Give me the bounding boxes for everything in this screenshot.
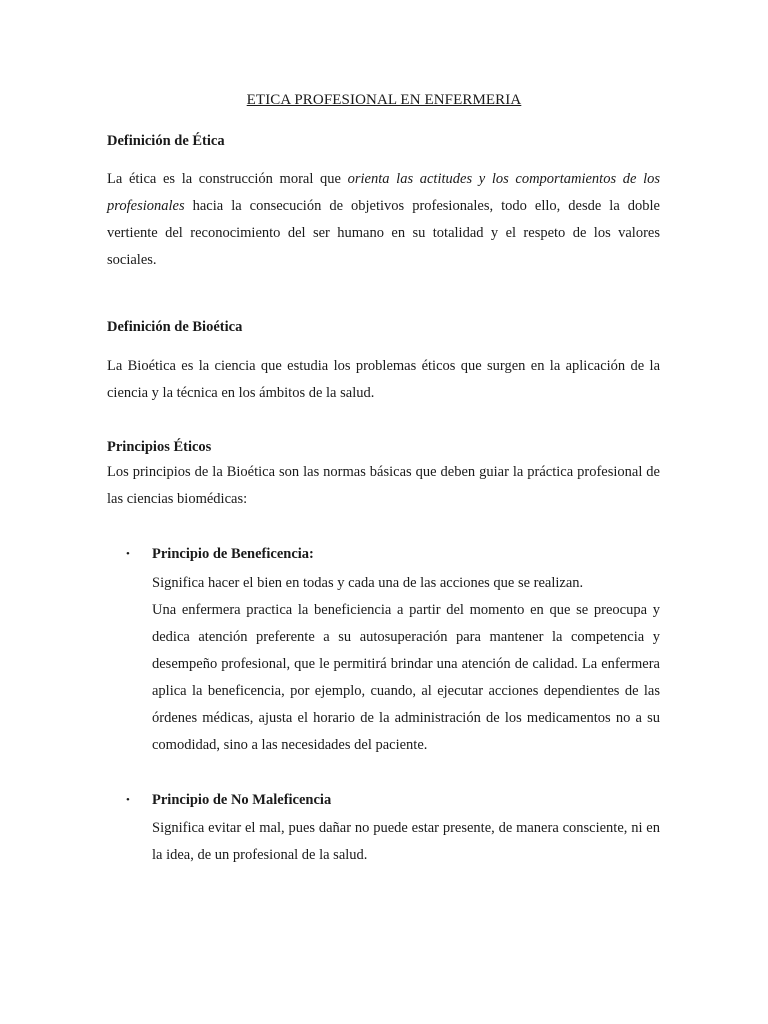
principle-beneficencia-paragraph: Una enfermera practica la beneficiencia a partir del momento en que se preocupa y dedica atención preferente a su autosuperación para mantener la competencia y desempeño profesional, que le permitirá brindar una atención de calidad. La enfermera aplica la beneficencia, por ejemplo, cuando, al ejecutar acciones dependientes de las órdenes médicas, ajusta el horario de la administración de los medicamentos no a su comodidad, sino a las necesidades del paciente. bbox=[152, 602, 660, 753]
section-paragraph-etica bbox=[107, 166, 660, 274]
etica-text-start: La ética es la construcción moral que bbox=[107, 171, 348, 187]
etica-text-end: hacia la consecución de objetivos profesionales, todo ello, desde la doble vertiente del reconocimiento del ser humano en su totalidad y el respeto de los valores sociales. bbox=[107, 198, 660, 268]
principle-heading-no-maleficencia: Principio de No Maleficencia bbox=[152, 792, 332, 808]
section-heading-principios: Principios Éticos bbox=[107, 439, 212, 455]
section-paragraph-bioetica: La Bioética es la ciencia que estudia los problemas éticos que surgen en la aplicación de la ciencia y la técnica en los ámbitos de la salud. bbox=[107, 358, 660, 401]
etica-text-emphasis: orienta las actitudes y los comportamientos de los profesionales bbox=[107, 171, 661, 214]
document-title: ETICA PROFESIONAL EN ENFERMERIA bbox=[246, 92, 522, 108]
section-paragraph-principios: Los principios de la Bioética son las normas básicas que deben guiar la práctica profesional de las ciencias biomédicas: bbox=[107, 464, 660, 507]
principle-no-maleficencia-paragraph: Significa evitar el mal, pues dañar no puede estar presente, de manera consciente, ni en la idea, de un profesional de la salud. bbox=[152, 820, 660, 863]
bullet-beneficencia: • bbox=[126, 548, 130, 560]
bullet-no-maleficencia: • bbox=[126, 794, 130, 806]
principle-heading-beneficencia: Principio de Beneficencia: bbox=[152, 546, 314, 562]
principle-beneficencia-line-1: Significa hacer el bien en todas y cada una de las acciones que se realizan. bbox=[152, 575, 584, 591]
section-heading-bioetica: Definición de Bioética bbox=[107, 319, 243, 335]
section-heading-etica: Definición de Ética bbox=[107, 133, 225, 149]
